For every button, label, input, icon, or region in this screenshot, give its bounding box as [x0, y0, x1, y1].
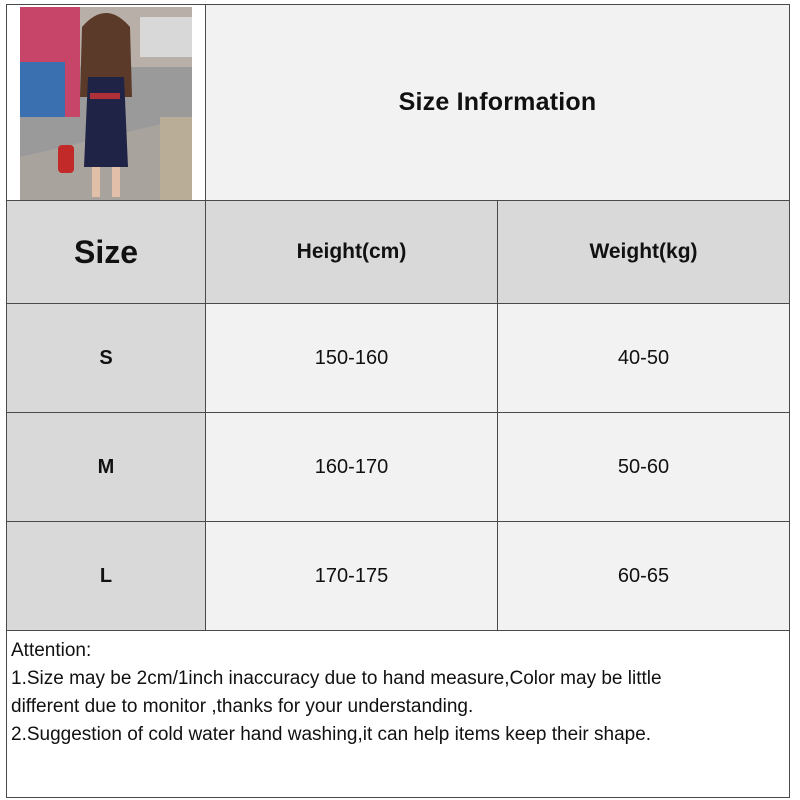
table-row-size	[7, 522, 206, 631]
size-label: M	[97, 455, 115, 478]
weight-value: 40-50	[617, 346, 670, 369]
size-header-cell	[7, 201, 206, 304]
height-value: 160-170	[314, 455, 389, 478]
notes-heading: Attention:	[11, 640, 92, 661]
weight-header: Weight(kg)	[589, 240, 698, 263]
table-row-weight	[498, 304, 789, 413]
table-row-height	[206, 413, 498, 522]
title-cell	[206, 5, 789, 201]
table-row-height	[206, 304, 498, 413]
weight-value: 60-65	[617, 564, 670, 587]
height-header: Height(cm)	[296, 240, 407, 263]
notes-line-1a: 1.Size may be 2cm/1inch inaccuracy due to hand measure,Color may be little	[11, 668, 662, 689]
size-chart	[6, 4, 790, 798]
product-photo-cell	[7, 5, 206, 201]
table-row-weight	[498, 413, 789, 522]
page-title: Size Information	[398, 88, 597, 116]
size-label: L	[99, 564, 113, 587]
height-value: 150-160	[314, 346, 389, 369]
weight-value: 50-60	[617, 455, 670, 478]
table-row-size	[7, 413, 206, 522]
table-row-height	[206, 522, 498, 631]
table-row-weight	[498, 522, 789, 631]
size-header: Size	[73, 233, 139, 270]
product-photo	[20, 7, 192, 200]
height-header-cell	[206, 201, 498, 304]
table-row-size	[7, 304, 206, 413]
notes-line-2: 2.Suggestion of cold water hand washing,it can help items keep their shape.	[11, 724, 652, 745]
attention-notes	[7, 631, 789, 749]
notes-line-1b: different due to monitor ,thanks for your understanding.	[11, 696, 474, 717]
size-label: S	[99, 346, 113, 369]
height-value: 170-175	[314, 564, 389, 587]
weight-header-cell	[498, 201, 789, 304]
